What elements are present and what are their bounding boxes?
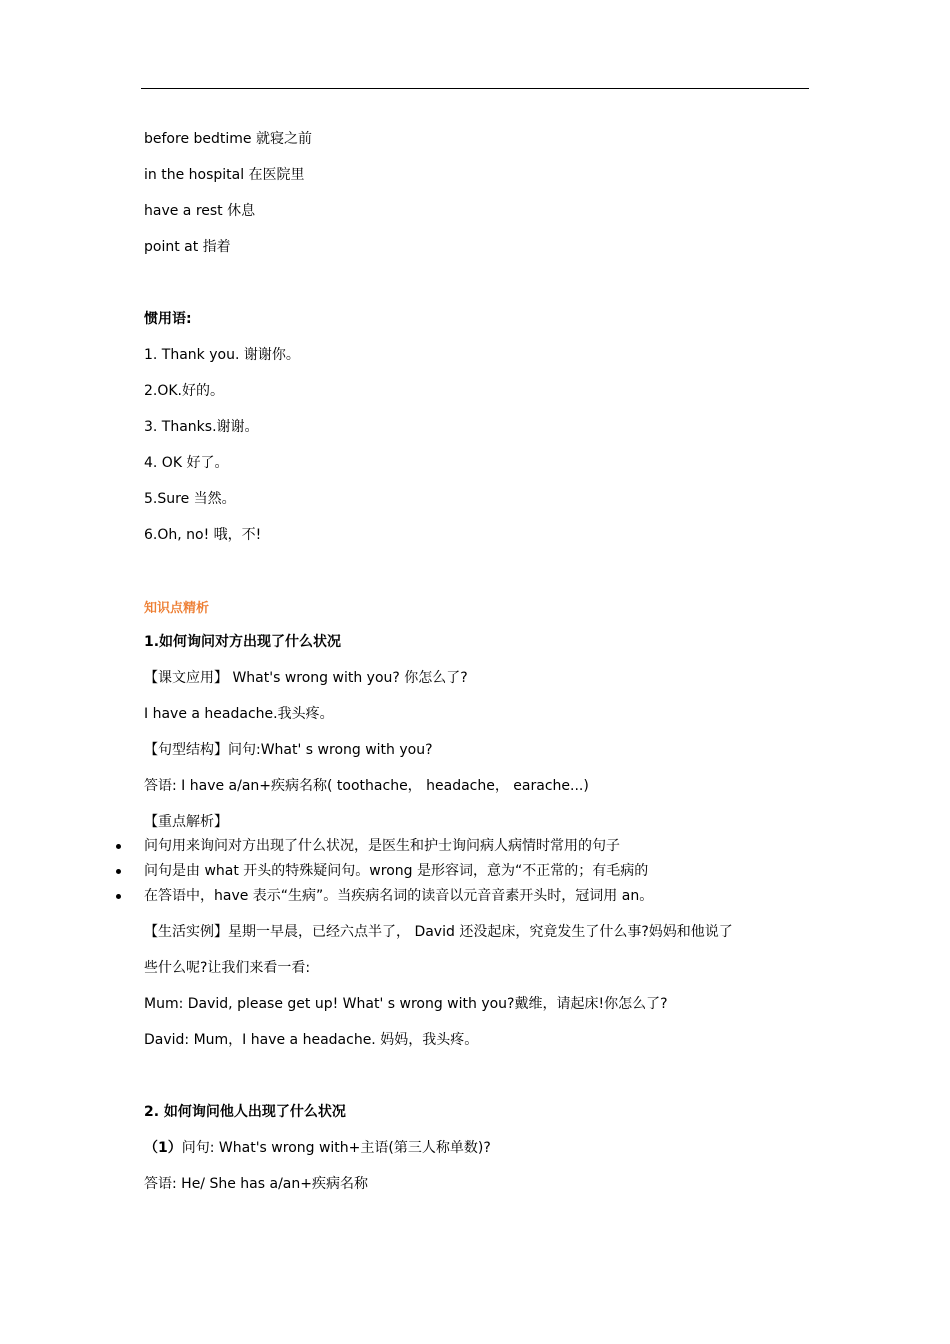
header-rule (141, 88, 809, 89)
example-line: David: Mum，I have a headache. 妈妈，我头疼。 (144, 1032, 479, 1048)
idiom-item: 5.Sure 当然。 (144, 491, 236, 507)
example-line: 些什么呢?让我们来看一看: (144, 960, 311, 976)
bullet-item: 问句用来询问对方出现了什么状况，是医生和护士询问病人病情时常用的句子 (144, 838, 620, 854)
point1-line: 答语: I have a/an+疾病名称( toothache， headache， earache...) (144, 778, 589, 794)
phrase-line: point at 指着 (144, 239, 231, 255)
example-line: 【生活实例】星期一早晨，已经六点半了， David 还没起床，究竟发生了什么事?妈妈和他说了 (144, 924, 733, 940)
point2-heading: 2. 如何询问他人出现了什么状况 (144, 1104, 346, 1120)
idiom-item: 3. Thanks.谢谢。 (144, 419, 259, 435)
point1-line: 【课文应用】 What's wrong with you? 你怎么了? (144, 670, 468, 686)
section-label: 知识点精析 (144, 601, 210, 616)
point1-line: 【重点解析】 (144, 814, 228, 830)
phrase-line: before bedtime 就寝之前 (144, 131, 312, 147)
point2-sub-number: （1） (144, 1140, 182, 1156)
idiom-item: 2.OK.好的。 (144, 383, 225, 399)
phrase-line: in the hospital 在医院里 (144, 167, 305, 183)
idiom-item: 1. Thank you. 谢谢你。 (144, 347, 300, 363)
point2-question (144, 1138, 491, 1158)
bullet-dot (116, 894, 121, 899)
point1-heading: 1.如何询问对方出现了什么状况 (144, 634, 342, 650)
bullet-item: 问句是由 what 开头的特殊疑问句。wrong 是形容词，意为“不正常的；有毛病的 (144, 863, 649, 879)
idiom-item: 4. OK 好了。 (144, 455, 229, 471)
idiom-item: 6.Oh, no! 哦，不! (144, 527, 262, 543)
bullet-dot (116, 869, 121, 874)
idioms-heading: 惯用语: (144, 311, 192, 327)
point2-answer: 答语: He/ She has a/an+疾病名称 (144, 1176, 368, 1192)
point1-line: I have a headache.我头疼。 (144, 706, 334, 722)
point1-line: 【句型结构】问句:What' s wrong with you? (144, 742, 433, 758)
phrase-line: have a rest 休息 (144, 203, 256, 219)
bullet-item: 在答语中，have 表示“生病”。当疾病名词的读音以元音音素开头时，冠词用 an。 (144, 888, 654, 904)
point2-sub-text: 问句: What's wrong with+主语(第三人称单数)? (181, 1140, 491, 1156)
example-line: Mum: David, please get up! What' s wrong with you?戴维，请起床!你怎么了? (144, 996, 668, 1012)
bullet-dot (116, 844, 121, 849)
